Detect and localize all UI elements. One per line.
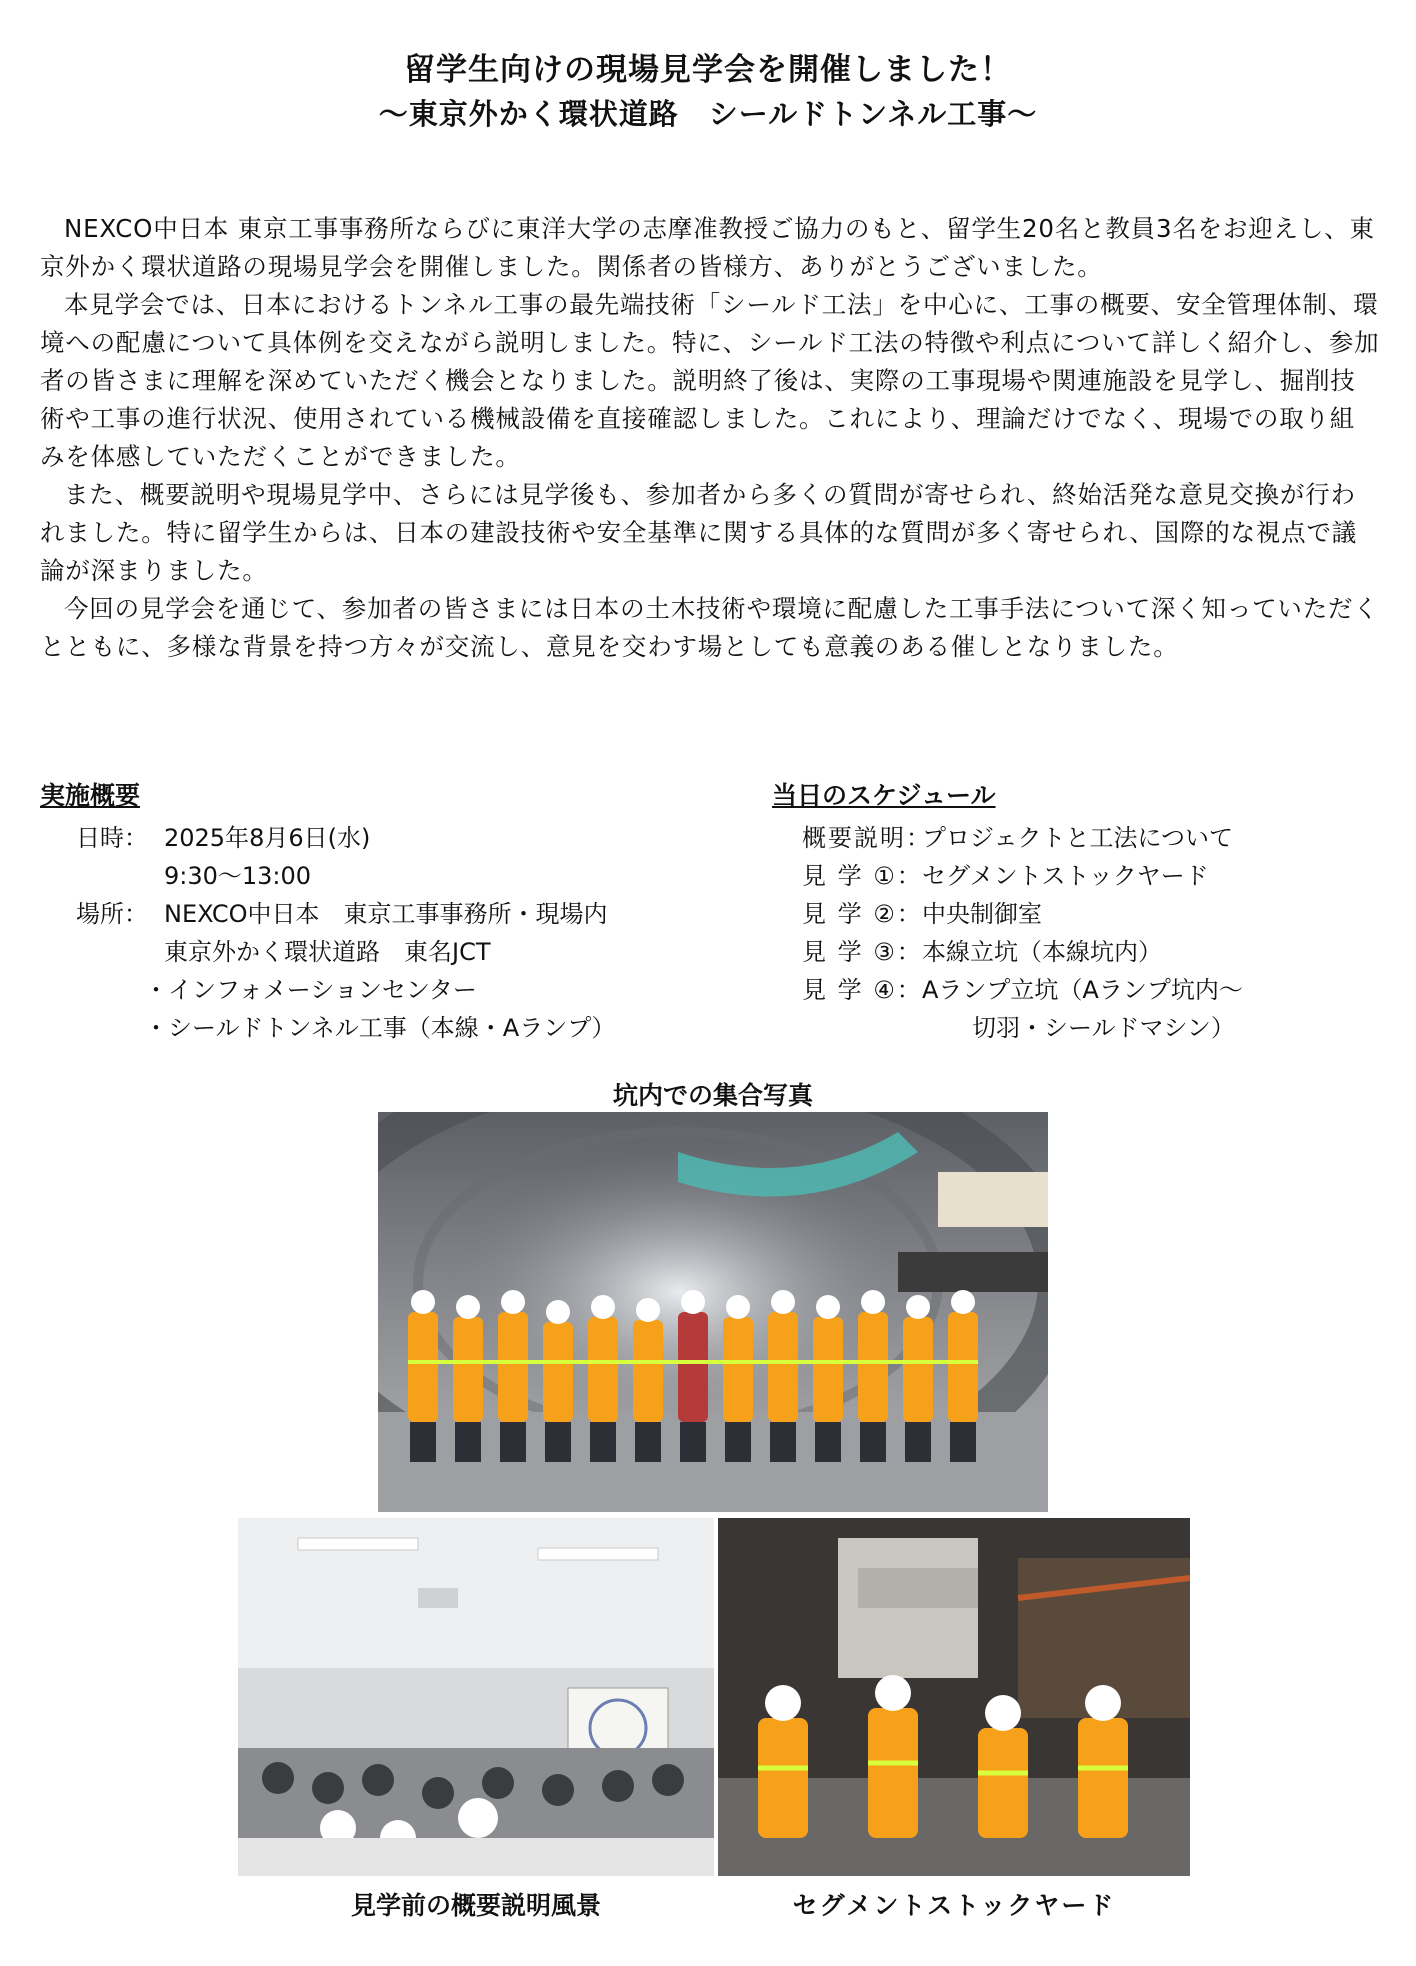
place-value: NEXCO中日本 東京工事事務所・現場内 <box>164 900 608 928</box>
overview-date-row <box>40 819 720 857</box>
overview-section <box>40 777 720 1047</box>
date-label: 日時： <box>76 824 148 852</box>
place-line: 東京外かく環状道路 東名JCT <box>164 938 491 966</box>
schedule-item <box>772 895 1392 933</box>
group-photo <box>378 1112 1048 1512</box>
stockyard-photo <box>718 1518 1190 1876</box>
paragraph: 本見学会では、日本におけるトンネル工事の最先端技術「シールド工法」を中心に、工事の概要、安全管理体制、環境への配慮について具体例を交えながら説明しました。特に、シールド工法の特徴や利点について詳しく紹介し、参加者の皆さまに理解を深めていただく機会となりました。説明終了後は、実際の工事現場や関連施設を見学し、掘削技術や工事の進行状況、使用されている機械設備を直接確認しました。これにより、理論だけでなく、現場での取り組みを体感していただくことができました。 <box>40 290 1380 471</box>
schedule-section <box>772 777 1392 1047</box>
place-line: ・シールドトンネル工事（本線・Aランプ） <box>144 1014 616 1042</box>
paragraph: NEXCO中日本 東京工事事務所ならびに東洋大学の志摩准教授ご協力のもと、留学生20名と教員3名をお迎えし、東京外かく環状道路の現場見学会を開催しました。関係者の皆様方、ありがとうございました。 <box>40 214 1375 281</box>
overview-heading: 実施概要 <box>40 781 141 810</box>
schedule-item-text: 本線立坑（本線坑内） <box>922 938 1162 966</box>
stockyard-photo-caption: セグメントストックヤード <box>792 1891 1116 1920</box>
briefing-photo-caption: 見学前の概要説明風景 <box>350 1891 601 1920</box>
article-body <box>40 210 1380 666</box>
briefing-photo <box>238 1518 714 1876</box>
place-label: 場所： <box>76 900 148 928</box>
schedule-item-text: Aランプ立坑（Aランプ坑内～ <box>922 976 1243 1004</box>
schedule-heading: 当日のスケジュール <box>772 781 996 810</box>
schedule-item-label: 見 学 ②： <box>802 900 923 928</box>
schedule-item-label: 見 学 ①： <box>802 862 923 890</box>
schedule-item-label: 見 学 ③： <box>802 938 923 966</box>
schedule-item-text: プロジェクトと工法について <box>922 824 1234 852</box>
schedule-item <box>772 971 1392 1009</box>
date-value: 2025年8月6日(水) <box>164 824 371 852</box>
schedule-item-label: 見 学 ④： <box>802 976 923 1004</box>
schedule-item-text: 中央制御室 <box>922 900 1042 928</box>
time-value: 9:30～13:00 <box>164 862 312 890</box>
schedule-item-label: 概要説明： <box>802 824 932 852</box>
schedule-item <box>772 933 1392 971</box>
group-photo-caption: 坑内での集合写真 <box>612 1081 813 1110</box>
schedule-item <box>772 857 1392 895</box>
paragraph: 今回の見学会を通じて、参加者の皆さまには日本の土木技術や環境に配慮した工事手法について深く知っていただくとともに、多様な背景を持つ方々が交流し、意見を交わす場としても意義のある催しとなりました。 <box>40 594 1379 661</box>
schedule-item <box>772 819 1392 857</box>
place-line: ・インフォメーションセンター <box>144 976 477 1004</box>
page-title: 留学生向けの現場見学会を開催しました！ <box>404 52 1012 88</box>
page-subtitle: ～東京外かく環状道路 シールドトンネル工事～ <box>378 97 1038 131</box>
schedule-item-continuation: 切羽・シールドマシン） <box>972 1014 1235 1042</box>
overview-place-row <box>40 895 720 933</box>
schedule-item-text: セグメントストックヤード <box>922 862 1209 890</box>
paragraph: また、概要説明や現場見学中、さらには見学後も、参加者から多くの質問が寄せられ、終始活発な意見交換が行われました。特に留学生からは、日本の建設技術や安全基準に関する具体的な質問が多く寄せられ、国際的な視点で議論が深まりました。 <box>40 480 1358 585</box>
